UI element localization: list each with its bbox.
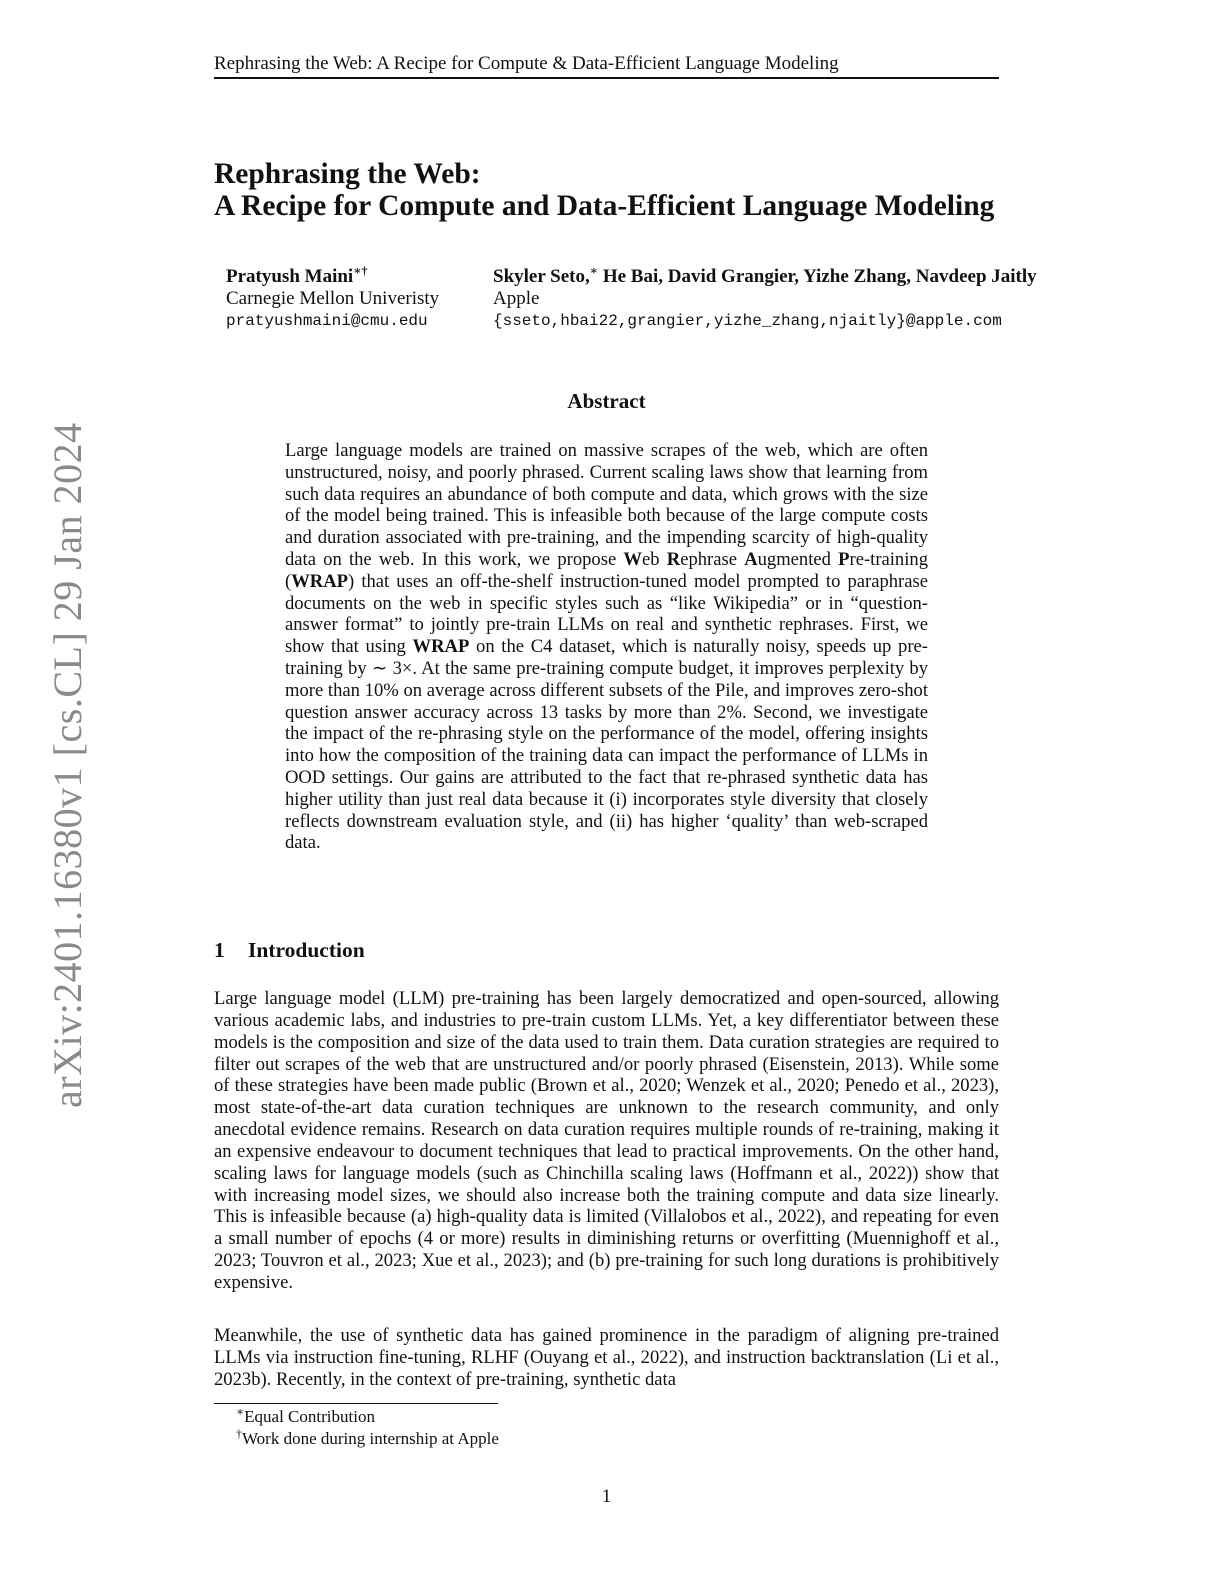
section-heading (214, 938, 365, 962)
author-names-rest: He Bai, David Grangier, Yizhe Zhang, Navdeep Jaitly (598, 266, 1037, 287)
author-name: Skyler Seto, (493, 266, 590, 287)
abstract-text-part: ephrase (680, 548, 745, 570)
header-rule (214, 77, 999, 79)
abstract-text-part: ) that uses an off-the-shelf instruction-tuned model prompted to paraphrase documents on the web in specific styles such as “like Wikipedia” or in “question-answer format” to jointly pre-train LLMs on real and synthetic rephrases. First, we show that using (285, 570, 928, 658)
method-acronym: WRAP (412, 636, 470, 658)
abstract-text-part: Large language models are trained on massive scrapes of the web, which are often unstructured, noisy, and poorly phrased. Current scaling laws show that learning from such data requires an abundance of both compute and data, which grows with the size of the model being trained. This is infeasible both because of the large compute costs and duration associated with pre-training, and the impending scarcity of high-quality data on the web. In this work, we propose (285, 440, 928, 570)
abstract-heading: Abstract (567, 389, 646, 413)
author-affiliation: Carnegie Mellon Univeristy (226, 288, 440, 309)
author-affiliation: Apple (493, 288, 540, 309)
abstract-text-part: eb (642, 548, 667, 570)
acronym-letter: R (666, 548, 681, 570)
footnote-mark: ∗ (236, 1404, 245, 1419)
intro-paragraph-1: Large language model (LLM) pre-training has been largely democratized and open-sourced, allowing various academic labs, and industries to pre-train custom LLMs. Yet, a key differentiator between these models is the composition and size of the data used to train them. Data curation strategies are required to filter out scrapes of the web that are unstructured and/or poorly phrased (Eisenstein, 2013). While some of these strategies have been made public (Brown et al., 2020; Wenzek et al., 2020; Penedo et al., 2023), most state-of-the-art data curation techniques are unknown to the research community, and only anecdotal evidence remains. Research on data curation requires multiple rounds of re-training, making it an expensive endeavour to document techniques that lead to practical improvements. On the other hand, scaling laws for language models (such as Chinchilla scaling laws (Hoffmann et al., 2022)) show that with increasing model sizes, we should also increase both the training compute and data size linearly. This is infeasible because (a) high-quality data is limited (Villalobos et al., 2022), and repeating for even a small number of epochs (4 or more) results in diminishing returns or overfitting (Muennighoff et al., 2023; Touvron et al., 2023; Xue et al., 2023); and (b) pre-training for such long durations is prohibitively expensive. (214, 988, 999, 1293)
footnote-mark: † (236, 1426, 242, 1441)
abstract-text-part: on the C4 dataset, which is naturally noisy, speeds up pre-training by ∼ 3×. At the same pre-training compute budget, it improves perplexity by more than 10% on average across different subsets of the Pile, and improves zero-shot question answer accuracy across 13 tasks by more than 2%. Second, we investigate the impact of the re-phrasing style on the performance of the model, offering insights into how the composition of the training data can impact the performance of LLMs in OOD settings. Our gains are attributed to the fact that re-phrased synthetic data has higher utility than just real data because it (i) incorporates style diversity that closely reflects downstream evaluation style, and (ii) has higher ‘quality’ than web-scraped data. (285, 636, 928, 854)
footnotes (236, 1406, 499, 1450)
author-email: pratyushmaini@cmu.edu (226, 312, 428, 330)
author-names (493, 263, 1037, 288)
page-number: 1 (601, 1486, 612, 1507)
acronym-letter: W (623, 548, 643, 570)
abstract-text-part: ugmented (757, 548, 839, 570)
author-names (226, 263, 439, 288)
footnote-2 (236, 1428, 499, 1450)
footnote-text: Equal Contribution (244, 1407, 375, 1426)
intro-paragraph-2: Meanwhile, the use of synthetic data has gained prominence in the paradigm of aligning pre-trained LLMs via instruction fine-tuning, RLHF (Ouyang et al., 2022), and instruction backtranslation (Li et al., 2023b). Recently, in the context of pre-training, synthetic data (214, 1325, 999, 1390)
footnote-rule (214, 1403, 498, 1404)
method-acronym: WRAP (291, 570, 349, 592)
author-name: Pratyush Maini (226, 266, 354, 287)
arxiv-identifier-stamp: arXiv:2401.16380v1 [cs.CL] 29 Jan 2024 (45, 422, 90, 1108)
section-number: 1 (214, 938, 225, 962)
author-email: {sseto,hbai22,grangier,yizhe_zhang,njaitly}@apple.com (493, 312, 1002, 330)
author-block-apple (493, 263, 1037, 332)
section-title: Introduction (248, 938, 365, 962)
footnote-1 (236, 1406, 499, 1428)
author-footnote-marks: ∗† (353, 263, 368, 278)
title-line-2: A Recipe for Compute and Data-Efficient Language Modeling (214, 190, 995, 222)
abstract-text-part: re-training ( (285, 548, 928, 592)
author-block-cmu (226, 263, 440, 332)
abstract-body (285, 440, 928, 854)
author-footnote-mark: ∗ (589, 263, 599, 278)
paper-title (214, 158, 1034, 222)
acronym-letter: P (838, 548, 850, 570)
acronym-letter: A (744, 548, 758, 570)
footnote-text: Work done during internship at Apple (242, 1429, 499, 1448)
running-header: Rephrasing the Web: A Recipe for Compute & Data-Efficient Language Modeling (214, 53, 839, 74)
title-line-1: Rephrasing the Web: (214, 158, 481, 190)
